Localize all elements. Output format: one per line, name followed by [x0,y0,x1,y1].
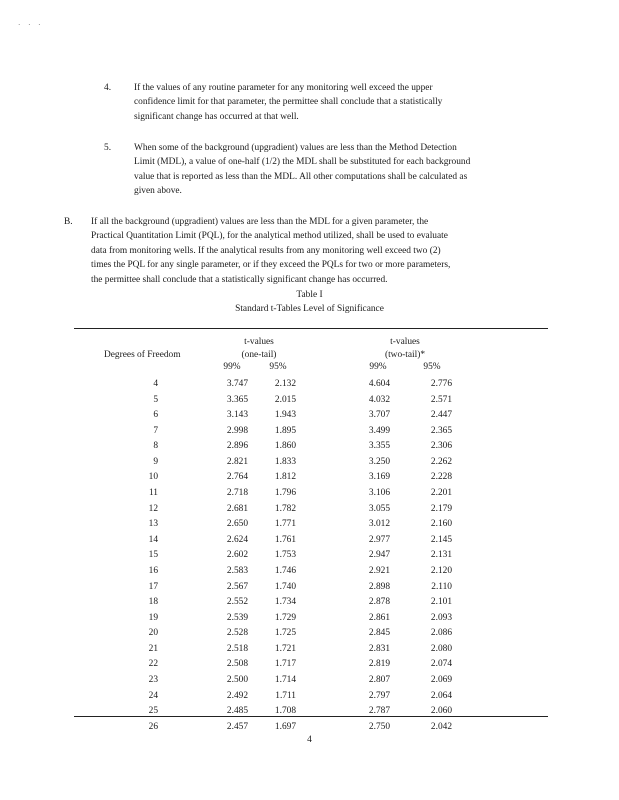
cell-one-tail-95: 1.796 [274,488,296,499]
cell-one-tail-99: 2.552 [226,597,248,608]
table-row [0,472,619,488]
cell-degrees-of-freedom: 24 [148,690,158,701]
item-text [134,81,442,124]
cell-degrees-of-freedom: 10 [148,472,158,483]
table-row [0,379,619,395]
cell-two-tail-99: 2.787 [368,706,390,717]
cell-degrees-of-freedom: 14 [148,534,158,545]
item-number: 4. [104,83,112,93]
table-row [0,644,619,660]
cell-degrees-of-freedom: 25 [148,706,158,717]
table-bottom-rule [74,716,548,717]
header-two-tail-label: t-values [390,337,420,347]
cell-two-tail-99: 3.707 [368,410,390,421]
header-one-tail-label: t-values [244,337,274,347]
cell-one-tail-95: 1.761 [274,534,296,545]
table-row [0,597,619,613]
cell-one-tail-99: 2.998 [226,425,248,436]
item-line: If the values of any routine parameter for any monitoring well exceed the upper [134,83,433,93]
cell-two-tail-95: 2.110 [431,581,452,592]
cell-two-tail-95: 2.776 [430,379,452,389]
item-line: Practical Quantitation Limit (PQL), for the analytical method utilized, shall be used to evaluate [91,231,448,242]
cell-two-tail-99: 3.250 [368,456,390,467]
corner-mark: · · · [18,21,44,29]
cell-one-tail-95: 1.711 [275,690,296,701]
cell-one-tail-95: 1.812 [274,472,296,483]
cell-degrees-of-freedom: 19 [148,612,158,623]
table-row [0,659,619,675]
cell-one-tail-99: 2.624 [226,534,248,545]
item-line: the permittee shall conclude that a statistically significant change has occurred. [91,274,388,285]
cell-two-tail-99: 2.921 [368,565,390,576]
cell-two-tail-95: 2.069 [430,674,452,685]
table-subtitle: Standard t-Tables Level of Significance [235,304,384,314]
cell-two-tail-95: 2.074 [430,659,452,670]
header-one-tail-99: 99% [223,362,241,372]
table-title: Table I [296,290,323,300]
cell-one-tail-95: 1.734 [274,597,296,608]
cell-one-tail-99: 2.492 [226,690,248,701]
table-row [0,410,619,426]
cell-one-tail-95: 1.714 [274,674,296,685]
cell-one-tail-99: 3.747 [226,379,248,389]
cell-one-tail-95: 1.895 [274,425,296,436]
cell-one-tail-99: 2.539 [226,612,248,623]
cell-two-tail-99: 2.750 [368,721,390,732]
cell-one-tail-95: 1.771 [274,519,296,530]
item-line: significant change has occurred at that well. [134,111,299,122]
cell-two-tail-99: 4.604 [368,379,390,389]
cell-one-tail-99: 2.457 [226,721,248,732]
cell-one-tail-99: 2.485 [226,706,248,717]
cell-two-tail-99: 3.012 [368,519,390,530]
cell-degrees-of-freedom: 16 [148,565,158,576]
cell-one-tail-95: 2.132 [274,379,296,389]
cell-one-tail-95: 1.717 [274,659,296,670]
cell-one-tail-95: 1.782 [274,503,296,514]
cell-one-tail-99: 2.718 [226,488,248,499]
cell-one-tail-99: 2.528 [226,628,248,639]
cell-two-tail-95: 2.201 [430,488,452,499]
cell-degrees-of-freedom: 26 [148,721,158,732]
table-row [0,582,619,598]
table-row [0,519,619,535]
cell-one-tail-99: 2.764 [226,472,248,483]
cell-two-tail-99: 2.845 [368,628,390,639]
cell-degrees-of-freedom: 6 [153,410,158,421]
cell-degrees-of-freedom: 11 [148,488,158,499]
cell-one-tail-99: 3.143 [226,410,248,421]
cell-degrees-of-freedom: 13 [148,519,158,530]
cell-degrees-of-freedom: 7 [153,425,158,436]
item-line: When some of the background (upgradient) values are less than the Method Detection [134,143,457,153]
table-row [0,691,619,707]
table-row [0,628,619,644]
table-row [0,706,619,722]
cell-two-tail-99: 2.797 [368,690,390,701]
cell-degrees-of-freedom: 15 [148,550,158,561]
table-row [0,535,619,551]
header-two-tail-99: 99% [369,362,387,372]
cell-two-tail-95: 2.228 [430,472,452,483]
cell-two-tail-95: 2.145 [430,534,452,545]
cell-two-tail-99: 3.499 [368,425,390,436]
header-degrees-of-freedom: Degrees of Freedom [104,350,181,360]
item-text [134,141,470,199]
cell-one-tail-95: 1.740 [274,581,296,592]
cell-degrees-of-freedom: 4 [153,379,158,389]
cell-degrees-of-freedom: 20 [148,628,158,639]
cell-two-tail-99: 2.977 [368,534,390,545]
item-line: data from monitoring wells. If the analytical results from any monitoring well exceed two (2) [91,245,441,256]
table-row [0,613,619,629]
cell-two-tail-99: 3.169 [368,472,390,483]
item-number: 5. [104,143,112,153]
cell-two-tail-95: 2.101 [430,597,452,608]
table-row [0,457,619,473]
cell-one-tail-99: 2.508 [226,659,248,670]
cell-one-tail-95: 1.860 [274,441,296,452]
cell-two-tail-95: 2.060 [430,706,452,717]
header-two-tail-95: 95% [423,362,441,372]
cell-two-tail-95: 2.306 [430,441,452,452]
cell-two-tail-95: 2.086 [430,628,452,639]
cell-degrees-of-freedom: 22 [148,659,158,670]
table-body [0,379,619,737]
cell-one-tail-99: 2.896 [226,441,248,452]
cell-two-tail-95: 2.262 [430,456,452,467]
cell-two-tail-99: 3.355 [368,441,390,452]
item-line: value that is reported as less than the MDL. All other computations shall be calculated as [134,171,468,182]
cell-one-tail-99: 2.602 [226,550,248,561]
cell-two-tail-95: 2.365 [430,425,452,436]
table-row [0,504,619,520]
cell-two-tail-99: 2.898 [368,581,390,592]
cell-two-tail-95: 2.131 [430,550,452,561]
cell-two-tail-99: 3.055 [368,503,390,514]
cell-two-tail-99: 2.878 [368,597,390,608]
cell-one-tail-95: 1.943 [274,410,296,421]
cell-degrees-of-freedom: 18 [148,597,158,608]
cell-one-tail-95: 1.708 [274,706,296,717]
cell-degrees-of-freedom: 9 [153,456,158,467]
item-number: B. [64,217,73,227]
cell-degrees-of-freedom: 21 [148,643,158,654]
table-row [0,675,619,691]
cell-one-tail-95: 1.729 [274,612,296,623]
table-row [0,395,619,411]
cell-two-tail-95: 2.160 [430,519,452,530]
item-line: If all the background (upgradient) values are less than the MDL for a given parameter, the [91,217,429,227]
cell-two-tail-99: 2.807 [368,674,390,685]
cell-degrees-of-freedom: 8 [153,441,158,452]
cell-one-tail-99: 2.681 [226,503,248,514]
cell-two-tail-95: 2.571 [430,394,452,405]
cell-one-tail-95: 1.697 [274,721,296,732]
cell-two-tail-95: 2.447 [430,410,452,421]
cell-one-tail-99: 2.821 [226,456,248,467]
cell-two-tail-99: 2.831 [368,643,390,654]
cell-two-tail-99: 4.032 [368,394,390,405]
cell-one-tail-95: 2.015 [274,394,296,405]
item-line: Limit (MDL), a value of one-half (1/2) the MDL shall be substituted for each background [134,157,471,168]
cell-one-tail-95: 1.721 [274,643,296,654]
cell-one-tail-99: 3.365 [226,394,248,405]
cell-degrees-of-freedom: 17 [148,581,158,592]
table-row [0,550,619,566]
cell-one-tail-99: 2.518 [226,643,248,654]
item-line: confidence limit for that parameter, the permittee shall conclude that a statistically [134,97,443,108]
cell-degrees-of-freedom: 5 [153,394,158,405]
cell-two-tail-95: 2.042 [430,721,452,732]
table-row [0,426,619,442]
page-number: 4 [307,735,312,745]
header-one-tail-sub: (one-tail) [241,350,277,360]
cell-degrees-of-freedom: 23 [148,674,158,685]
table-row [0,566,619,582]
item-text [91,215,450,287]
table-row [0,441,619,457]
cell-two-tail-95: 2.080 [430,643,452,654]
cell-two-tail-95: 2.064 [430,690,452,701]
cell-one-tail-99: 2.583 [226,565,248,576]
cell-degrees-of-freedom: 12 [148,503,158,514]
cell-one-tail-99: 2.567 [226,581,248,592]
cell-two-tail-95: 2.179 [430,503,452,514]
cell-two-tail-95: 2.120 [430,565,452,576]
cell-one-tail-99: 2.650 [226,519,248,530]
table-top-rule [74,328,548,329]
cell-one-tail-95: 1.833 [274,456,296,467]
header-one-tail-95: 95% [269,362,287,372]
cell-two-tail-95: 2.093 [430,612,452,623]
cell-one-tail-99: 2.500 [226,674,248,685]
cell-two-tail-99: 2.947 [368,550,390,561]
item-line: given above. [134,186,182,197]
cell-two-tail-99: 3.106 [368,488,390,499]
table-row [0,488,619,504]
cell-two-tail-99: 2.861 [368,612,390,623]
cell-one-tail-95: 1.746 [274,565,296,576]
cell-one-tail-95: 1.725 [274,628,296,639]
header-two-tail-sub: (two-tail)* [384,350,426,360]
cell-two-tail-99: 2.819 [368,659,390,670]
item-line: times the PQL for any single parameter, or if they exceed the PQLs for two or more parameters, [91,260,451,271]
cell-one-tail-95: 1.753 [274,550,296,561]
